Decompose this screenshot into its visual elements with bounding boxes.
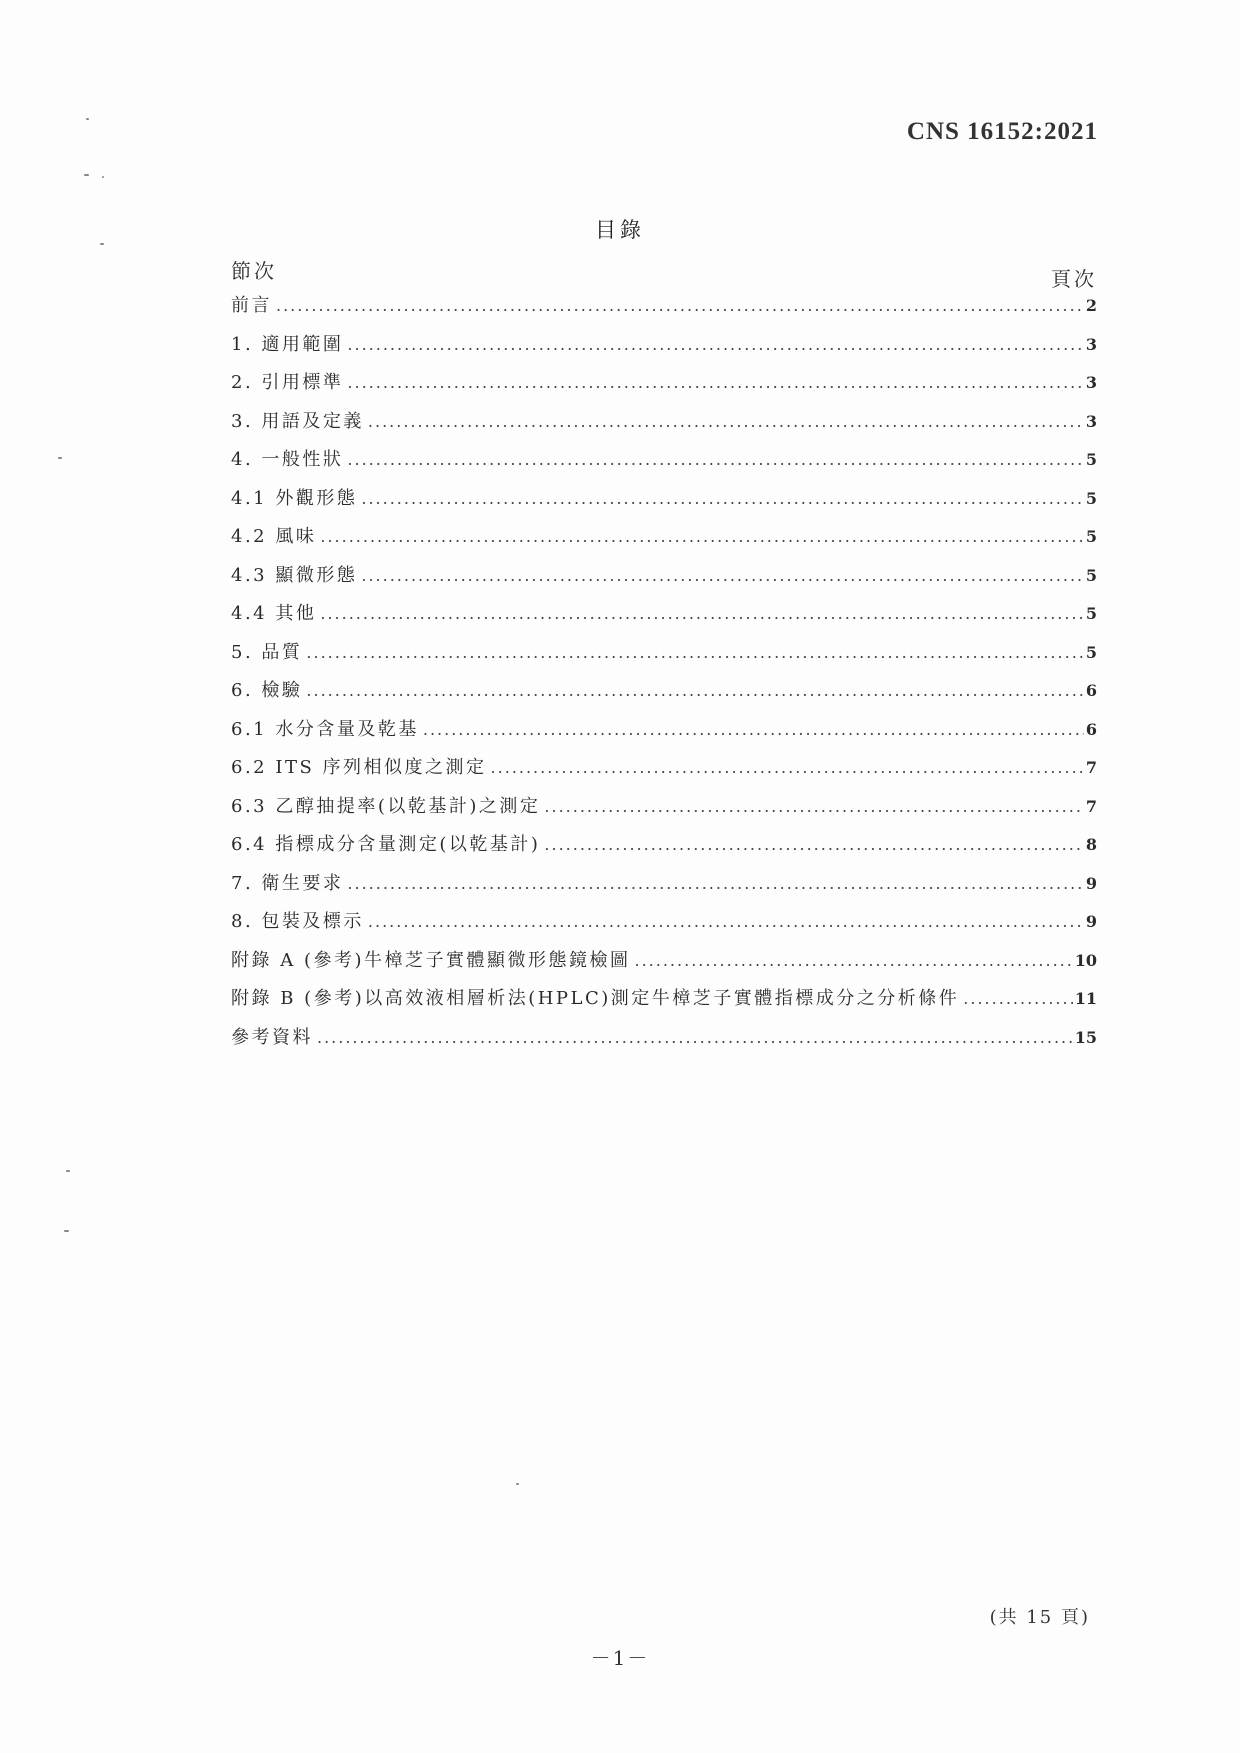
dot-leader (306, 681, 1083, 700)
toc-entry-page: 3 (1085, 411, 1097, 431)
toc-entry[interactable] (231, 522, 1097, 561)
toc-entry[interactable] (231, 291, 1097, 330)
toc-entry[interactable] (231, 715, 1097, 754)
toc-entry-page: 15 (1074, 1027, 1097, 1047)
dot-leader (635, 951, 1073, 970)
toc-column-headers (231, 255, 1097, 291)
toc-entry[interactable] (231, 445, 1097, 484)
dot-leader (963, 989, 1072, 1008)
section-column-header: 節次 (231, 259, 277, 283)
toc-entry-page: 10 (1074, 950, 1097, 970)
toc-entry-page: 5 (1085, 488, 1097, 508)
toc-entry[interactable] (231, 676, 1097, 715)
total-pages-note: (共 15 頁) (989, 1607, 1090, 1628)
toc-entry-label: 1. 適用範圍 (231, 333, 344, 355)
toc-entry-page: 5 (1085, 604, 1097, 623)
toc-entry-label: 前言 (231, 295, 272, 316)
toc-entry[interactable] (231, 561, 1097, 600)
toc-entry[interactable] (231, 599, 1097, 638)
toc-entry-label: 4.2 風味 (231, 526, 317, 547)
toc-entry-page: 3 (1085, 334, 1097, 354)
toc-entry-label: 附錄 A (參考)牛樟芝子實體顯微形態鏡檢圖 (231, 949, 631, 971)
toc-entry[interactable] (231, 830, 1097, 869)
toc-entry[interactable] (231, 792, 1097, 831)
scan-speck (64, 1230, 69, 1232)
toc-entry[interactable] (231, 984, 1097, 1023)
toc-entry[interactable] (231, 638, 1097, 677)
toc-entry[interactable] (231, 368, 1097, 407)
dot-leader (317, 1028, 1073, 1047)
toc-entry-page: 11 (1074, 989, 1097, 1008)
toc-entry-label: 7. 衛生要求 (231, 872, 344, 894)
toc-entry-page: 7 (1085, 758, 1097, 777)
toc-entry-page: 9 (1085, 912, 1097, 931)
toc-entry-page: 6 (1085, 681, 1097, 700)
toc-entry-label: 8. 包裝及標示 (231, 911, 364, 932)
toc-entry-label: 參考資料 (231, 1026, 313, 1048)
dot-leader (491, 758, 1084, 777)
scan-speck (58, 457, 62, 459)
scan-speck (516, 1483, 519, 1485)
dot-leader (544, 797, 1083, 816)
dot-leader (347, 450, 1083, 469)
toc-entry-label: 2. 引用標準 (231, 372, 344, 393)
toc-entry-label: 4. 一般性狀 (231, 449, 344, 470)
toc-entry-label: 4.1 外觀形態 (231, 487, 358, 509)
toc-entry-page: 5 (1085, 642, 1097, 662)
toc-entry-page: 5 (1085, 565, 1097, 585)
page-number: －1－ (590, 1646, 650, 1670)
dot-leader (347, 373, 1083, 392)
scan-speck (102, 176, 104, 178)
toc-entry-page: 5 (1085, 527, 1097, 546)
dot-leader (544, 835, 1083, 854)
dot-leader (368, 912, 1084, 931)
toc-entry-label: 4.4 其他 (231, 603, 317, 624)
toc-entry-label: 5. 品質 (231, 641, 303, 663)
toc-entry-label: 6. 檢驗 (231, 680, 303, 701)
dot-leader (320, 527, 1084, 546)
toc-entry-label: 6.4 指標成分含量測定(以乾基計) (231, 834, 541, 855)
dot-leader (361, 566, 1084, 585)
toc-entry[interactable] (231, 907, 1097, 946)
dot-leader (361, 489, 1084, 508)
toc-list (231, 291, 1097, 1061)
dot-leader (276, 296, 1084, 315)
dot-leader (347, 335, 1083, 354)
toc-entry[interactable] (231, 484, 1097, 523)
toc-entry-page: 2 (1085, 296, 1097, 315)
toc-entry-label: 附錄 B (參考)以高效液相層析法(HPLC)測定牛樟芝子實體指標成分之分析條件 (231, 988, 960, 1009)
toc-entry-page: 7 (1085, 796, 1097, 816)
toc-entry[interactable] (231, 1023, 1097, 1062)
toc-entry-page: 3 (1085, 373, 1097, 392)
dot-leader (320, 604, 1084, 623)
scan-speck (66, 1170, 70, 1172)
toc-entry[interactable] (231, 330, 1097, 369)
scan-speck (84, 174, 89, 176)
document-code: CNS 16152:2021 (906, 118, 1098, 145)
dot-leader (368, 412, 1084, 431)
toc-entry-page: 6 (1085, 719, 1097, 739)
page-column-header: 頁次 (1051, 267, 1097, 291)
scan-speck (86, 118, 89, 120)
dot-leader (306, 643, 1083, 662)
toc-entry-page: 9 (1085, 873, 1097, 893)
toc-entry-label: 6.3 乙醇抽提率(以乾基計)之測定 (231, 795, 541, 817)
toc-entry-label: 6.2 ITS 序列相似度之測定 (231, 757, 487, 778)
toc-entry[interactable] (231, 407, 1097, 446)
toc-entry-label: 4.3 顯微形態 (231, 564, 358, 586)
toc-entry[interactable] (231, 753, 1097, 792)
toc-entry[interactable] (231, 946, 1097, 985)
toc-entry-page: 5 (1085, 450, 1097, 469)
toc-entry[interactable] (231, 869, 1097, 908)
toc-title: 目錄 (595, 218, 645, 242)
toc-entry-label: 6.1 水分含量及乾基 (231, 718, 419, 740)
toc-entry-label: 3. 用語及定義 (231, 410, 364, 432)
dot-leader (347, 874, 1083, 893)
toc-entry-page: 8 (1085, 835, 1097, 854)
dot-leader (423, 720, 1084, 739)
